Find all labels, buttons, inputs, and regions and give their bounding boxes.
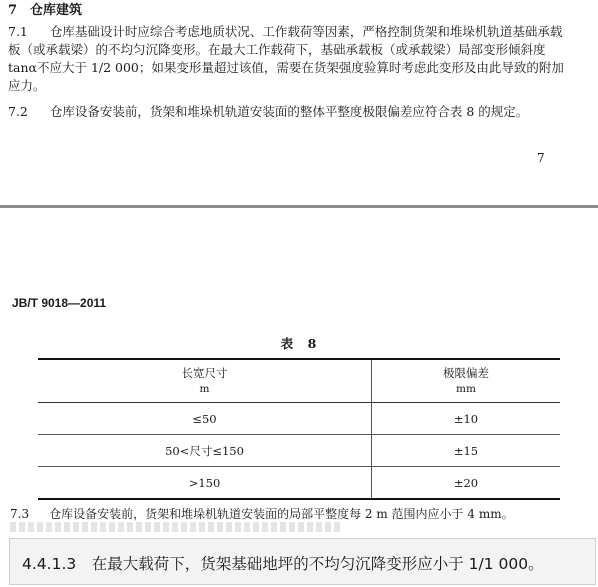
callout-text: 4.4.1.3 在最大载荷下，货架基础地坪的不均匀沉降变形应小于 1/1 000。 xyxy=(22,555,544,573)
clause-7-1 xyxy=(8,23,583,95)
table-title: 表 8 xyxy=(280,336,318,351)
document-id: JB/T 9018—2011 xyxy=(12,296,107,310)
table-row xyxy=(38,403,560,435)
header-tolerance: 极限偏差 mm xyxy=(372,359,561,403)
clause-line: 板（或承载梁）的不均匀沉降变形。在最大工作载荷下，基础承载板（或承载梁）局部变形倾斜度 xyxy=(8,42,546,57)
table-cell: 50<尺寸≤150 xyxy=(38,435,372,467)
table-cell: ±10 xyxy=(372,403,561,435)
section-heading: 7 仓库建筑 xyxy=(8,3,83,18)
clause-line: 仓库设备安装前，货架和堆垛机轨道安装面的整体平整度极限偏差应符合表 8 的规定。 xyxy=(49,104,529,119)
table-cell: ≤50 xyxy=(38,403,372,435)
page-number: 7 xyxy=(537,151,545,165)
clause-number: 7.3 xyxy=(10,507,30,521)
clause-line: 仓库设备安装前，货架和堆垛机轨道安装面的局部平整度每 2 m 范围内应小于 4 mm。 xyxy=(49,507,514,521)
clause-number: 7.2 xyxy=(8,104,28,119)
clause-7-2 xyxy=(8,103,583,121)
obscured-text-line xyxy=(10,522,340,532)
clause-line: 仓库基础设计时应综合考虑地质状况、工作载荷等因素，严格控制货架和堆垛机轨道基础承载 xyxy=(49,24,563,39)
table-row xyxy=(38,435,560,467)
clause-7-3 xyxy=(10,505,514,522)
table-row xyxy=(38,467,560,500)
tolerance-table xyxy=(38,358,560,500)
clause-line: tanα不应大于 1/2 000；如果变形量超过该值，需要在货架强度验算时考虑此变形及由此导致的附加 xyxy=(8,60,564,75)
clause-number: 7.1 xyxy=(8,24,28,39)
table-cell: ±15 xyxy=(372,435,561,467)
clause-line: 应力。 xyxy=(8,78,46,93)
table-cell: >150 xyxy=(38,467,372,500)
header-dimension: 长宽尺寸 m xyxy=(38,359,372,403)
table-header-row xyxy=(38,359,560,403)
page-divider xyxy=(0,205,598,208)
table-cell: ±20 xyxy=(372,467,561,500)
